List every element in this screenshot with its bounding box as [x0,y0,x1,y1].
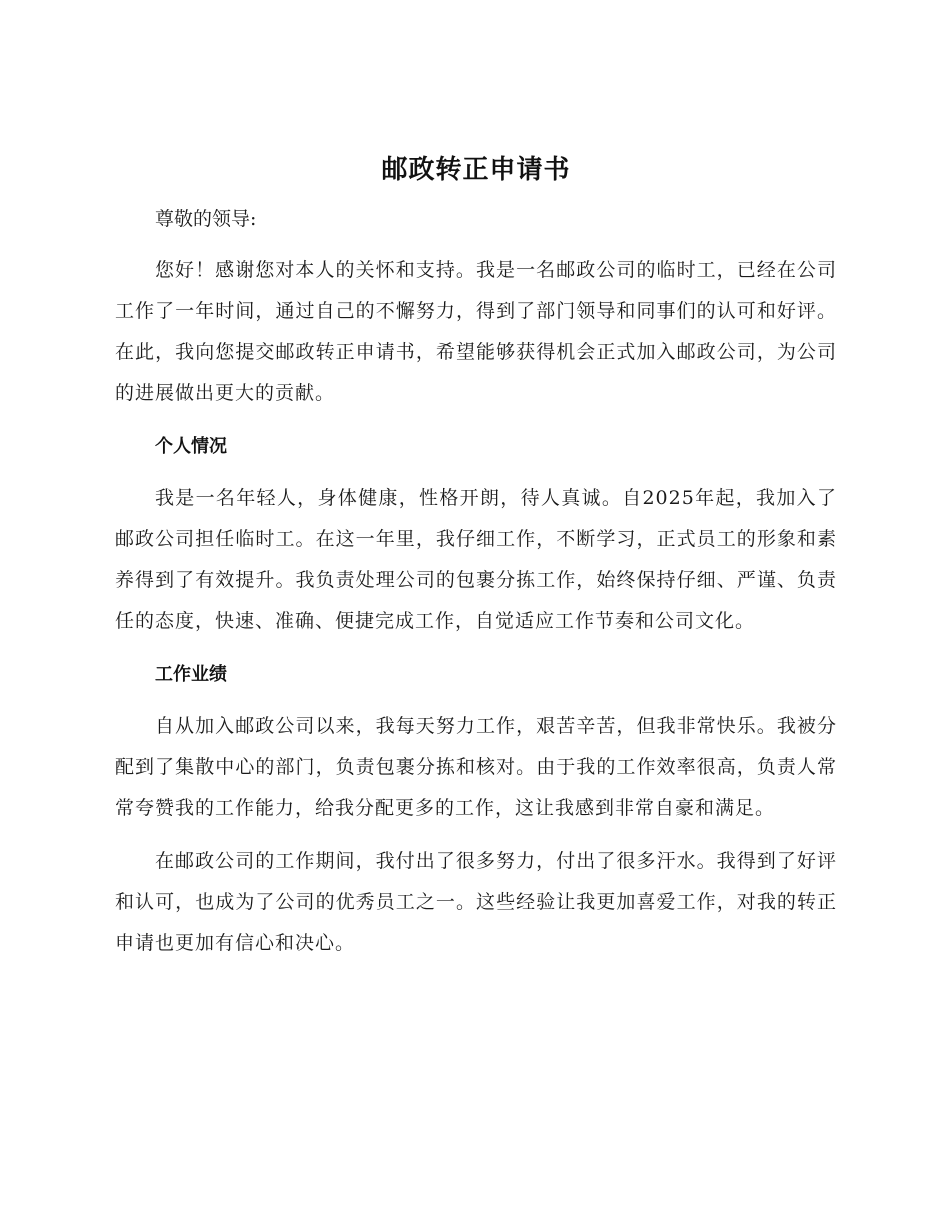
personal-paragraph: 我是一名年轻人，身体健康，性格开朗，待人真诚。自2025年起，我加入了邮政公司担任临时工。在这一年里，我仔细工作，不断学习，正式员工的形象和素养得到了有效提升。我负责处理公司的包裹分拣工作，始终保持仔细、严谨、负责任的态度，快速、准确、便捷完成工作，自觉适应工作节奏和公司文化。 [115,487,837,632]
section-heading-personal: 个人情况 [155,436,227,457]
performance-paragraph-2: 在邮政公司的工作期间，我付出了很多努力，付出了很多汗水。我得到了好评和认可，也成为了公司的优秀员工之一。这些经验让我更加喜爱工作，对我的转正申请也更加有信心和决心。 [115,850,837,954]
performance-paragraph-1: 自从加入邮政公司以来，我每天努力工作，艰苦辛苦，但我非常快乐。我被分配到了集散中心的部门，负责包裹分拣和核对。由于我的工作效率很高，负责人常常夸赞我的工作能力，给我分配更多的工作，这让我感到非常自豪和满足。 [115,715,837,819]
salutation: 尊敬的领导: [155,208,257,230]
section-performance [115,654,837,964]
intro-paragraph: 您好！感谢您对本人的关怀和支持。我是一名邮政公司的临时工，已经在公司工作了一年时间，通过自己的不懈努力，得到了部门领导和同事们的认可和好评。在此，我向您提交邮政转正申请书，希望能够获得机会正式加入邮政公司，为公司的进展做出更大的贡献。 [115,259,837,404]
document-body [115,150,837,976]
section-heading-performance: 工作业绩 [155,664,227,685]
section-personal [115,426,837,642]
document-title: 邮政转正申请书 [381,155,571,185]
